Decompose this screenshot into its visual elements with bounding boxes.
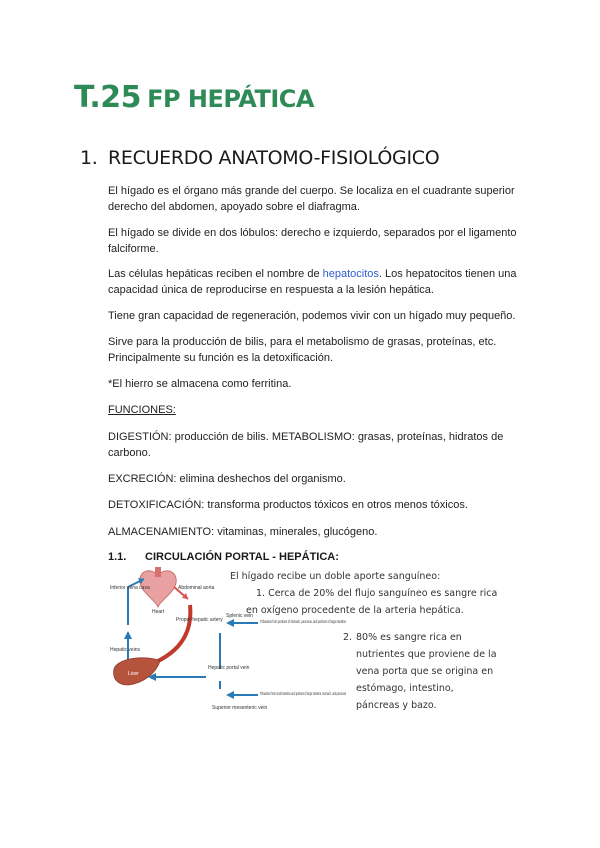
function-digestion: DIGESTIÓN: producción de bilis. METABOLISMO: grasas, proteínas, hidratos de carbono.	[108, 431, 504, 459]
section-heading	[80, 147, 439, 169]
title-text: FP HEPÁTICA	[147, 85, 314, 113]
subsection-number: 1.1.	[108, 551, 127, 563]
label-hepatic-artery: Proper hepatic artery	[176, 617, 223, 623]
note-2-line4: estómago, intestino,	[356, 683, 454, 694]
section-number: 1.	[80, 147, 98, 169]
note-2-number: 2.	[343, 632, 353, 643]
hepatocitos-link[interactable]: hepatocitos	[322, 268, 379, 280]
funciones-heading: FUNCIONES:	[108, 404, 176, 416]
label-portal-vein: Hepatic portal vein	[208, 665, 250, 671]
paragraph-text: . Los hepatocitos tienen una capacidad única de reproducirse en respuesta a la lesión hepática.	[108, 268, 517, 296]
label-tributaries-2: Tributaries from small intestine and portions of large intestine, stomach, and pancreas	[260, 691, 346, 696]
hepatic-artery-curve	[144, 605, 190, 667]
paragraph-regeneration: Tiene gran capacidad de regeneración, podemos vivir con un hígado muy pequeño.	[108, 310, 516, 322]
label-mesenteric: Superior mesenteric vein	[212, 705, 268, 711]
paragraph-hepatocytes	[108, 266, 528, 298]
subsection-title: CIRCULACIÓN PORTAL - HEPÁTICA:	[145, 551, 339, 563]
note-2-line1: 80% es sangre rica en	[356, 632, 462, 643]
paragraph-function: Sirve para la producción de bilis, para el metabolismo de grasas, proteínas, etc. Principalmente su función es la detoxificación.	[108, 336, 497, 364]
label-aorta: Abdominal aorta	[178, 585, 215, 591]
note-intro: El hígado recibe un doble aporte sanguíneo:	[230, 571, 441, 582]
paragraph-lobes: El hígado se divide en dos lóbulos: derecho e izquierdo, separados por el ligamento falciforme.	[108, 227, 517, 255]
paragraph-organ: El hígado es el órgano más grande del cuerpo. Se localiza en el cuadrante superior derecho del abdomen, apoyado sobre el diafragma.	[108, 185, 515, 213]
label-vena-cava: Inferior vena cava	[110, 585, 150, 591]
paragraph-iron: *El hierro se almacena como ferritina.	[108, 378, 292, 390]
label-hepatic-veins: Hepatic veins	[110, 647, 141, 653]
note-2-line5: páncreas y bazo.	[356, 700, 437, 711]
document-title	[74, 80, 314, 115]
function-excretion: EXCRECIÓN: elimina deshechos del organismo.	[108, 473, 346, 485]
subsection-heading	[108, 551, 339, 563]
section-title: RECUERDO ANATOMO-FISIOLÓGICO	[108, 147, 440, 169]
label-heart: Heart	[152, 609, 165, 615]
paragraph-text: Las células hepáticas reciben el nombre de	[108, 268, 323, 280]
label-liver: Liver	[128, 671, 139, 677]
note-2-line3: vena porta que se origina en	[356, 666, 494, 677]
function-detox: DETOXIFICACIÓN: transforma productos tóxicos en otros menos tóxicos.	[108, 499, 468, 511]
function-storage: ALMACENAMIENTO: vitaminas, minerales, glucógeno.	[108, 526, 378, 538]
title-code: T.25	[74, 80, 142, 115]
note-2-line2: nutrientes que proviene de la	[356, 649, 497, 660]
label-tributaries-1: Tributaries from portions of stomach, pancreas, and portions of large intestine	[260, 619, 347, 624]
label-splenic-vein: Splenic vein	[226, 613, 253, 619]
note-1-line1: 1. Cerca de 20% del flujo sanguíneo es sangre rica	[256, 588, 498, 599]
note-1-line2: en oxígeno procedente de la arteria hepática.	[246, 605, 464, 616]
